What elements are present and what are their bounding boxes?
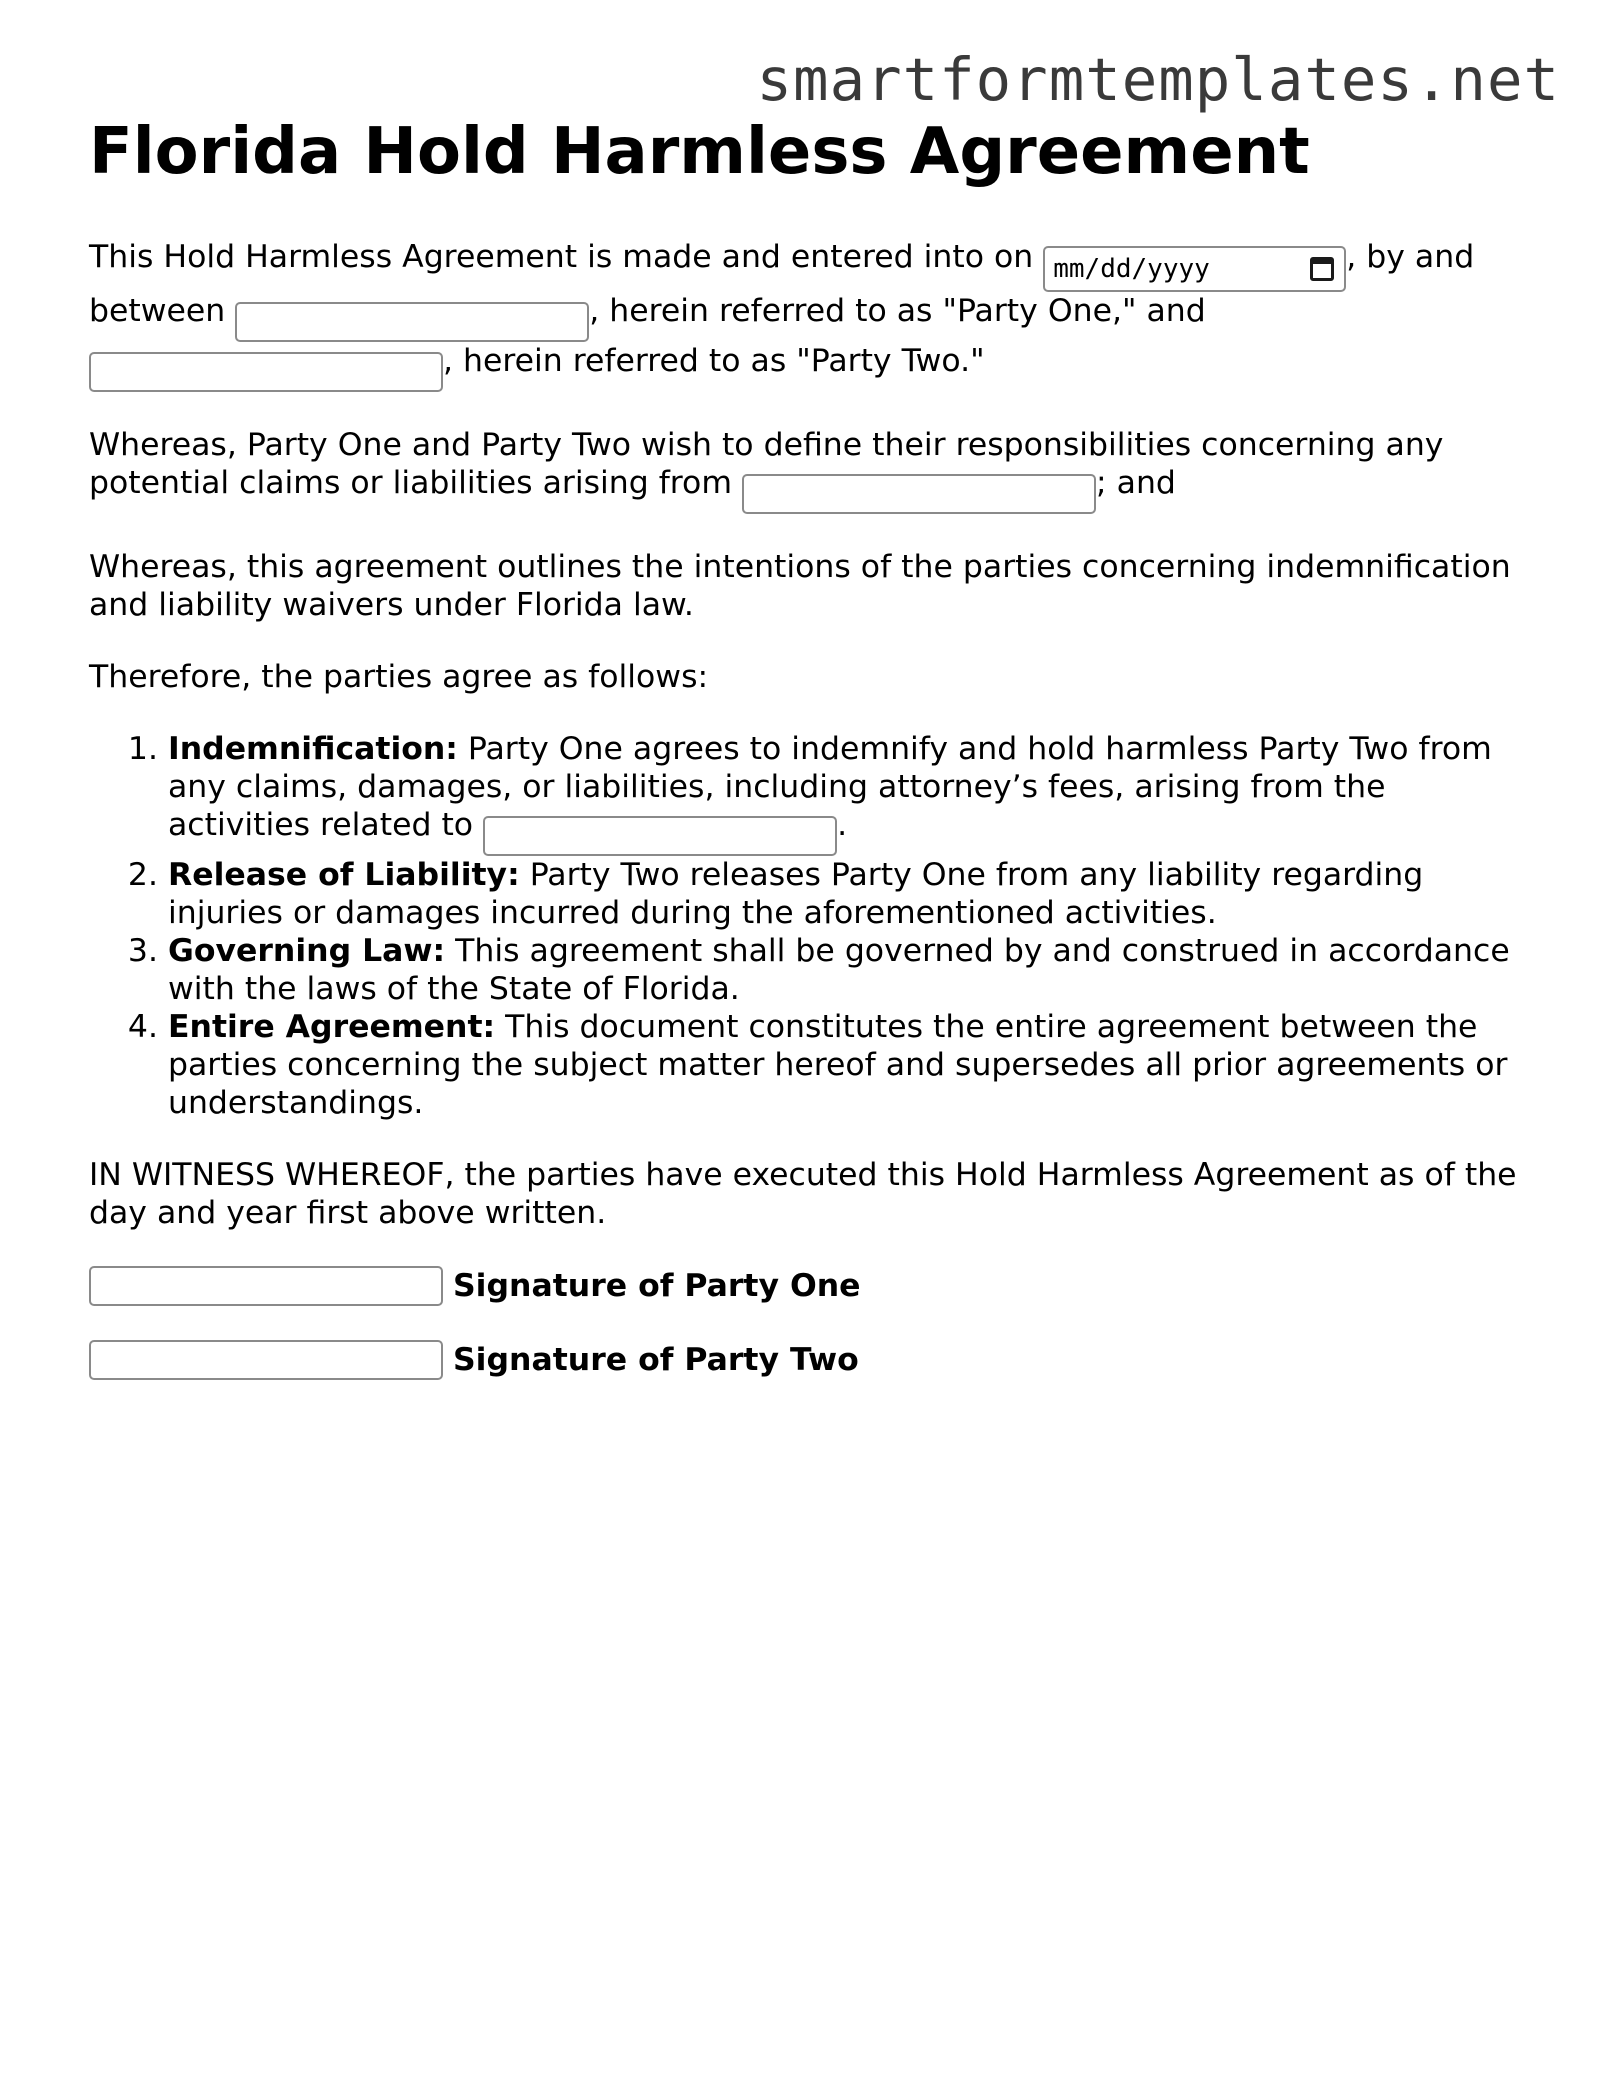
calendar-icon[interactable]	[1310, 257, 1334, 281]
watermark: smartformtemplates.net	[756, 45, 1560, 114]
clause-heading: Release of Liability:	[168, 857, 520, 893]
intro-text-after-date: , by and between	[89, 239, 1475, 329]
intro-text-before-date: This Hold Harmless Agreement is made and entered into on	[89, 239, 1034, 275]
party-one-signature-label: Signature of Party One	[453, 1268, 861, 1304]
clause-text: Party Two releases Party One from any liability regarding injuries or damages incurred during the aforementioned activities.	[168, 857, 1424, 931]
whereas-one-text: Whereas, Party One and Party Two wish to define their responsibilities concerning any potential claims or liabilities arising from	[89, 427, 1444, 501]
therefore-paragraph: Therefore, the parties agree as follows:	[89, 659, 709, 695]
whereas-paragraph-two: Whereas, this agreement outlines the intentions of the parties concerning indemnification and liability waivers under Florida law.	[89, 549, 1511, 623]
clauses-list	[89, 730, 1529, 1122]
clause-release-of-liability	[168, 856, 1529, 932]
clause-heading: Governing Law:	[168, 933, 446, 969]
signature-row-party-one	[89, 1266, 1529, 1306]
page-title: Florida Hold Harmless Agreement	[89, 115, 1310, 189]
claims-source-input[interactable]	[742, 474, 1096, 514]
party-one-suffix: , herein referred to as "Party One," and	[589, 293, 1206, 329]
party-two-signature-input[interactable]	[89, 1340, 443, 1380]
clause-governing-law	[168, 932, 1529, 1008]
party-two-signature-label: Signature of Party Two	[453, 1342, 859, 1378]
whereas-one-suffix: ; and	[1096, 465, 1176, 501]
party-one-name-input[interactable]	[235, 302, 589, 342]
document-page	[89, 112, 1529, 1414]
party-two-suffix: , herein referred to as "Party Two."	[443, 343, 985, 379]
agreement-date-input[interactable]	[1043, 246, 1346, 292]
signature-row-party-two	[89, 1340, 1529, 1380]
date-placeholder: mm/dd/yyyy	[1053, 254, 1210, 284]
clause-indemnification	[168, 730, 1529, 856]
witness-paragraph: IN WITNESS WHEREOF, the parties have executed this Hold Harmless Agreement as of the day and year first above written.	[89, 1157, 1517, 1231]
party-two-name-input[interactable]	[89, 352, 443, 392]
clause-heading: Entire Agreement:	[168, 1009, 496, 1045]
activities-input[interactable]	[483, 816, 837, 856]
party-one-signature-input[interactable]	[89, 1266, 443, 1306]
clause-entire-agreement	[168, 1008, 1529, 1122]
clause-text: Party One agrees to indemnify and hold harmless Party Two from any claims, damages, or liabilities, including attorney’s fees, arising from the activities related to	[168, 731, 1492, 843]
clause-heading: Indemnification:	[168, 731, 458, 767]
clause-text: This agreement shall be governed by and construed in accordance with the laws of the State of Florida.	[168, 933, 1510, 1007]
intro-paragraph	[89, 238, 1529, 392]
clause-suffix: .	[837, 807, 848, 843]
whereas-paragraph-one	[89, 426, 1529, 514]
clause-text: This document constitutes the entire agreement between the parties concerning the subject matter hereof and supersedes all prior agreements or understandings.	[168, 1009, 1508, 1121]
